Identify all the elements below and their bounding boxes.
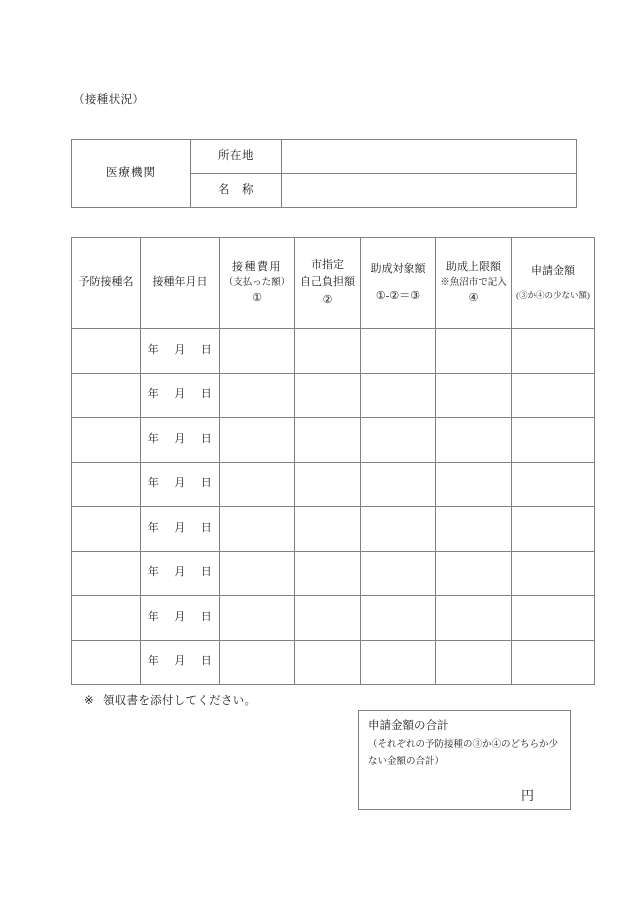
table-row bbox=[72, 140, 577, 174]
cell-vaccination-date[interactable] bbox=[141, 373, 220, 418]
cell-fee[interactable] bbox=[220, 373, 295, 418]
header-vaccine-name: 予防接種名 bbox=[72, 238, 141, 329]
total-box-title: 申請金額の合計 bbox=[368, 720, 449, 732]
header-subsidy-target: 助成対象額 ①-②＝③ bbox=[361, 238, 436, 329]
cell-vaccine-name[interactable] bbox=[72, 640, 141, 685]
cell-claim-amount[interactable] bbox=[512, 462, 595, 507]
cell-vaccination-date[interactable] bbox=[141, 640, 220, 685]
cell-vaccine-name[interactable] bbox=[72, 329, 141, 374]
cell-vaccination-date[interactable] bbox=[141, 462, 220, 507]
cell-vaccine-name[interactable] bbox=[72, 551, 141, 596]
cell-claim-amount[interactable] bbox=[512, 551, 595, 596]
cell-vaccine-name[interactable] bbox=[72, 596, 141, 641]
cell-subsidy-target[interactable] bbox=[361, 640, 436, 685]
cell-self-payment[interactable] bbox=[295, 462, 361, 507]
date-month-label: 月 bbox=[174, 521, 186, 534]
cell-vaccination-date[interactable] bbox=[141, 329, 220, 374]
header-self-payment: 市指定 自己負担額 ② bbox=[295, 238, 361, 329]
cell-subsidy-target[interactable] bbox=[361, 551, 436, 596]
cell-self-payment[interactable] bbox=[295, 373, 361, 418]
cell-self-payment[interactable] bbox=[295, 418, 361, 463]
cell-fee[interactable] bbox=[220, 640, 295, 685]
cell-subsidy-limit[interactable] bbox=[436, 640, 512, 685]
cell-claim-amount[interactable] bbox=[512, 373, 595, 418]
cell-self-payment[interactable] bbox=[295, 507, 361, 552]
cell-claim-amount[interactable] bbox=[512, 640, 595, 685]
cell-subsidy-limit[interactable] bbox=[436, 329, 512, 374]
cell-fee[interactable] bbox=[220, 329, 295, 374]
section-caption: （接種状況） bbox=[73, 94, 145, 106]
date-month-label: 月 bbox=[174, 343, 186, 356]
table-row bbox=[72, 418, 595, 463]
date-day-label: 日 bbox=[200, 432, 213, 445]
cell-vaccination-date[interactable] bbox=[141, 596, 220, 641]
receipt-note bbox=[84, 692, 256, 708]
cell-subsidy-limit[interactable] bbox=[436, 596, 512, 641]
header-vaccination-date: 接種年月日 bbox=[141, 238, 220, 329]
cell-subsidy-limit[interactable] bbox=[436, 373, 512, 418]
cell-subsidy-target[interactable] bbox=[361, 507, 436, 552]
cell-fee[interactable] bbox=[220, 462, 295, 507]
cell-subsidy-limit[interactable] bbox=[436, 551, 512, 596]
date-month-label: 月 bbox=[174, 432, 186, 445]
table-row bbox=[72, 596, 595, 641]
date-year-label: 年 bbox=[147, 388, 160, 401]
date-year-label: 年 bbox=[147, 521, 160, 534]
date-month-label: 月 bbox=[174, 566, 186, 579]
cell-subsidy-target[interactable] bbox=[361, 373, 436, 418]
institution-name-label: 名 称 bbox=[191, 174, 282, 208]
date-day-label: 日 bbox=[200, 566, 213, 579]
reference-mark: ※ bbox=[84, 695, 94, 707]
date-day-label: 日 bbox=[200, 521, 213, 534]
header-vaccination-fee: 接種費用 （支払った額） ① bbox=[220, 238, 295, 329]
cell-vaccination-date[interactable] bbox=[141, 507, 220, 552]
cell-fee[interactable] bbox=[220, 507, 295, 552]
cell-claim-amount[interactable] bbox=[512, 507, 595, 552]
cell-vaccine-name[interactable] bbox=[72, 507, 141, 552]
date-year-label: 年 bbox=[147, 343, 160, 356]
table-row bbox=[72, 507, 595, 552]
date-month-label: 月 bbox=[174, 610, 186, 623]
table-row bbox=[72, 329, 595, 374]
table-row bbox=[72, 462, 595, 507]
cell-claim-amount[interactable] bbox=[512, 596, 595, 641]
cell-claim-amount[interactable] bbox=[512, 418, 595, 463]
cell-subsidy-target[interactable] bbox=[361, 329, 436, 374]
total-box-subtitle: （それぞれの予防接種の③か④のどちらか少ない金額の合計） bbox=[368, 740, 559, 767]
cell-self-payment[interactable] bbox=[295, 640, 361, 685]
date-day-label: 日 bbox=[200, 343, 213, 356]
cell-subsidy-limit[interactable] bbox=[436, 462, 512, 507]
date-month-label: 月 bbox=[174, 655, 186, 668]
institution-address-label: 所在地 bbox=[191, 140, 282, 174]
total-box-unit: 円 bbox=[520, 788, 534, 803]
header-claim-amount: 申請金額 (③か④の少ない額) bbox=[512, 238, 595, 329]
date-day-label: 日 bbox=[200, 477, 213, 490]
cell-subsidy-target[interactable] bbox=[361, 596, 436, 641]
date-month-label: 月 bbox=[174, 388, 186, 401]
date-year-label: 年 bbox=[147, 610, 160, 623]
table-header-row bbox=[72, 238, 595, 329]
table-row bbox=[72, 373, 595, 418]
cell-fee[interactable] bbox=[220, 551, 295, 596]
date-day-label: 日 bbox=[200, 655, 213, 668]
total-amount-box bbox=[358, 710, 571, 810]
date-day-label: 日 bbox=[200, 610, 213, 623]
cell-subsidy-limit[interactable] bbox=[436, 507, 512, 552]
cell-claim-amount[interactable] bbox=[512, 329, 595, 374]
cell-subsidy-limit[interactable] bbox=[436, 418, 512, 463]
cell-subsidy-target[interactable] bbox=[361, 462, 436, 507]
date-month-label: 月 bbox=[174, 477, 186, 490]
table-row bbox=[72, 640, 595, 685]
date-year-label: 年 bbox=[147, 655, 160, 668]
institution-address-field[interactable] bbox=[282, 140, 577, 174]
institution-name-field[interactable] bbox=[282, 174, 577, 208]
cell-fee[interactable] bbox=[220, 596, 295, 641]
cell-vaccination-date[interactable] bbox=[141, 551, 220, 596]
receipt-note-text: 領収書を添付してください。 bbox=[102, 695, 257, 707]
cell-self-payment[interactable] bbox=[295, 551, 361, 596]
cell-self-payment[interactable] bbox=[295, 596, 361, 641]
table-row bbox=[72, 551, 595, 596]
vaccination-table bbox=[71, 237, 595, 685]
cell-self-payment[interactable] bbox=[295, 329, 361, 374]
cell-vaccine-name[interactable] bbox=[72, 462, 141, 507]
institution-table bbox=[71, 139, 577, 208]
cell-vaccination-date[interactable] bbox=[141, 418, 220, 463]
header-subsidy-limit: 助成上限額 ※魚沼市で記入 ④ bbox=[436, 238, 512, 329]
date-year-label: 年 bbox=[147, 566, 160, 579]
cell-vaccine-name[interactable] bbox=[72, 418, 141, 463]
date-day-label: 日 bbox=[200, 388, 213, 401]
date-year-label: 年 bbox=[147, 477, 160, 490]
cell-fee[interactable] bbox=[220, 418, 295, 463]
cell-subsidy-target[interactable] bbox=[361, 418, 436, 463]
cell-vaccine-name[interactable] bbox=[72, 373, 141, 418]
institution-label: 医療機関 bbox=[72, 140, 191, 208]
date-year-label: 年 bbox=[147, 432, 160, 445]
